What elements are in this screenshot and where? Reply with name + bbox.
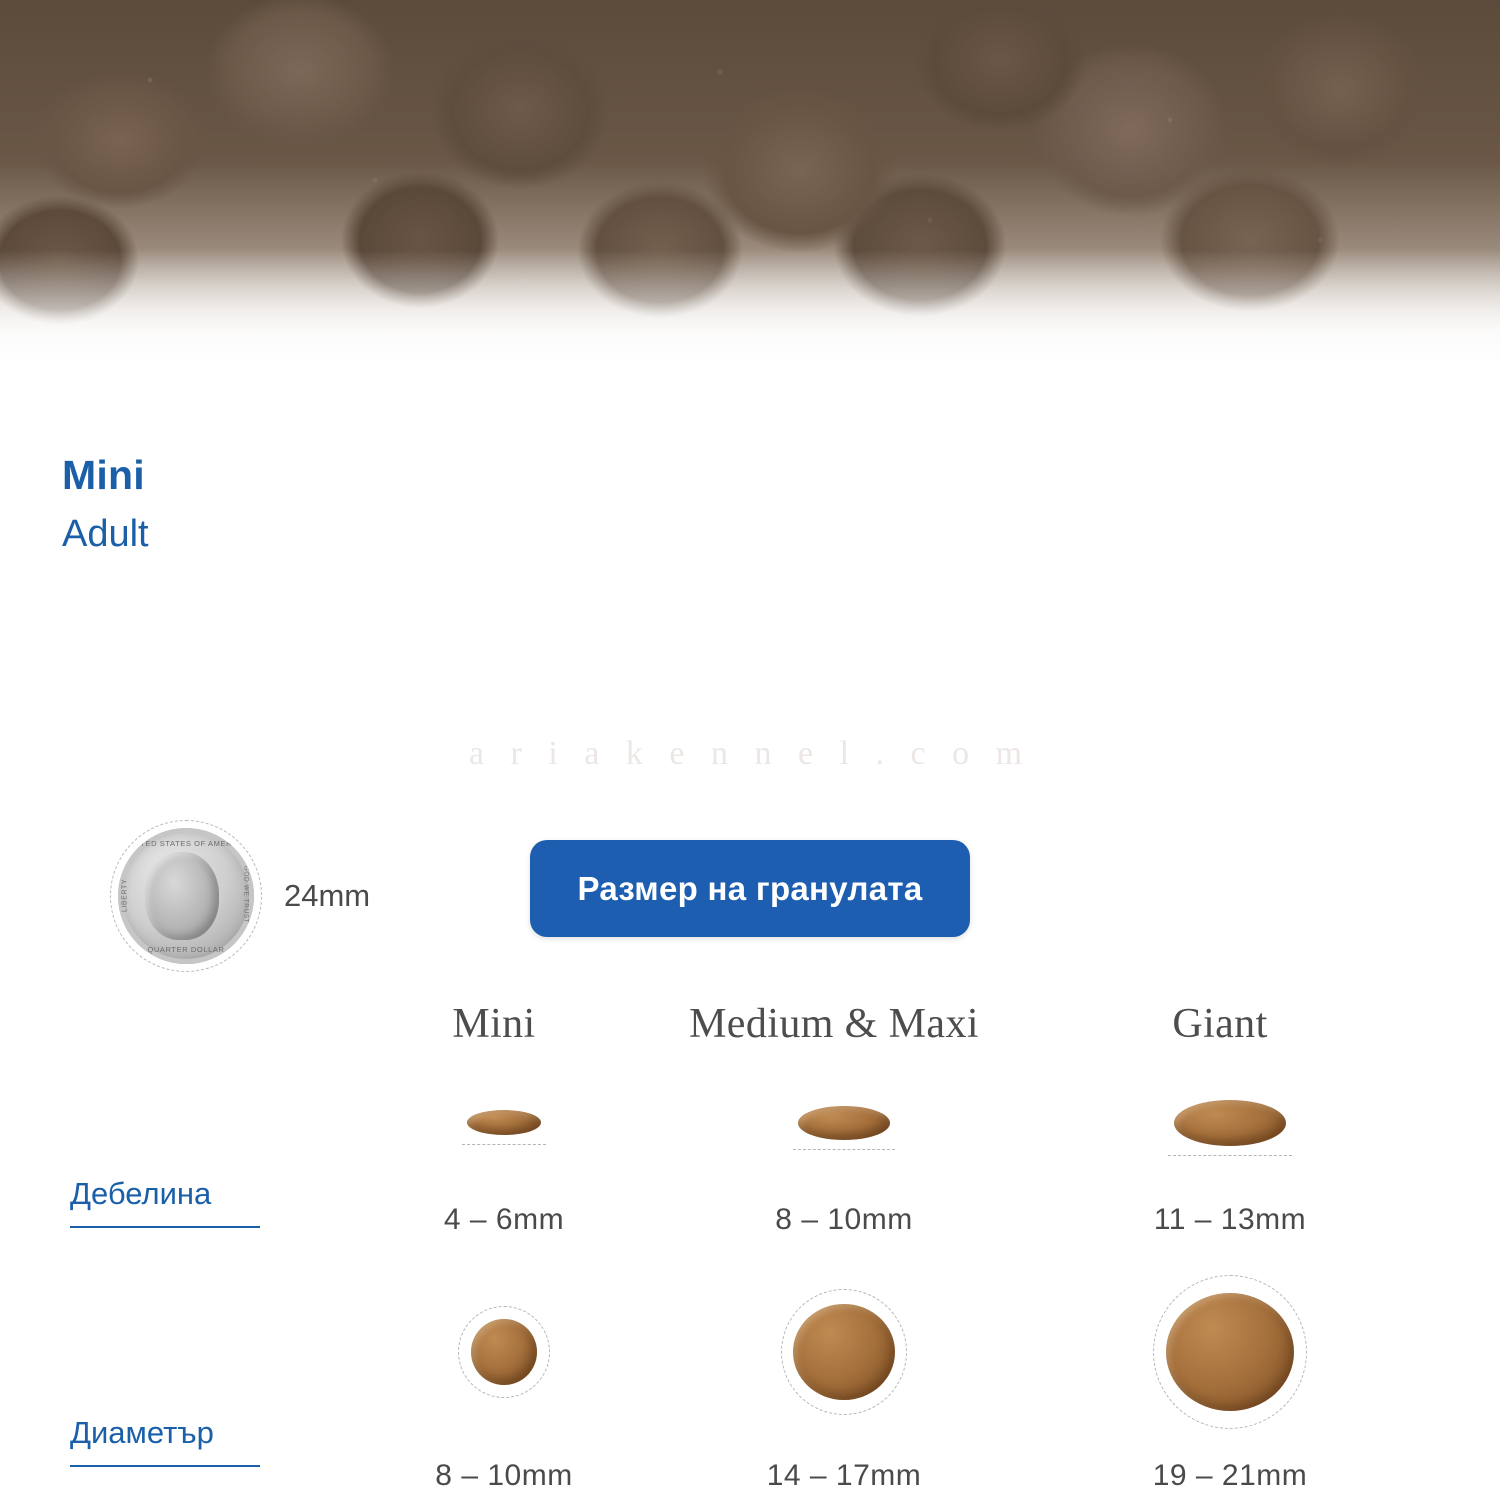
kibble-thickness-giant-graphic	[1040, 1060, 1420, 1185]
table-header-row	[60, 1000, 1440, 1060]
measure-thickness-medium-maxi: 8 – 10mm	[775, 1203, 913, 1236]
measure-diameter-medium-maxi: 14 – 17mm	[766, 1459, 922, 1492]
column-header-mini: Mini	[452, 1001, 536, 1047]
kibble-size-banner	[530, 840, 970, 937]
kibble-icon	[467, 1110, 541, 1135]
kibble-thickness-mini-graphic	[360, 1060, 648, 1185]
coin-text-right: IN GOD WE TRUST	[242, 855, 250, 924]
coin-text-top: UNITED STATES OF AMERICA	[125, 839, 247, 848]
table-row	[60, 1060, 1440, 1237]
measure-guide-circle	[781, 1289, 907, 1415]
cell-thickness-giant	[1040, 1060, 1420, 1237]
cell-thickness-medium-maxi	[648, 1060, 1040, 1237]
measure-thickness-mini: 4 – 6mm	[443, 1203, 565, 1236]
kibble-diameter-giant-graphic	[1040, 1267, 1420, 1437]
kibble-size-banner-label: Размер на гранулата	[577, 869, 923, 907]
row-label-underline	[70, 1465, 260, 1467]
product-title-block	[62, 450, 149, 560]
measure-guide-circle	[1153, 1275, 1307, 1429]
kibble-icon	[793, 1304, 895, 1400]
coin-text-left: LIBERTY	[121, 878, 129, 913]
measure-thickness-giant: 11 – 13mm	[1153, 1203, 1307, 1236]
cell-diameter-mini	[360, 1267, 648, 1493]
cell-diameter-medium-maxi	[648, 1267, 1040, 1493]
page-subtitle: Adult	[62, 513, 149, 556]
kibble-icon	[1166, 1293, 1294, 1411]
kibble-photo-banner	[0, 0, 1500, 400]
page-title: Mini	[62, 452, 145, 498]
kibble-size-table	[60, 1000, 1440, 1493]
coin-portrait	[145, 852, 219, 940]
watermark: a r i a k e n n e l . c o m	[468, 735, 1032, 772]
kibble-diameter-medium-graphic	[648, 1267, 1040, 1437]
kibble-thickness-medium-graphic	[648, 1060, 1040, 1185]
measure-guide-line	[462, 1144, 546, 1145]
measure-diameter-mini: 8 – 10mm	[435, 1459, 573, 1492]
column-header-medium-maxi: Medium & Maxi	[689, 1001, 979, 1047]
cell-thickness-mini	[360, 1060, 648, 1237]
row-label-diameter-text: Диаметър	[70, 1415, 214, 1450]
measure-diameter-giant: 19 – 21mm	[1152, 1459, 1308, 1492]
coin-size-label: 24mm	[284, 878, 371, 913]
measure-guide-line	[793, 1149, 895, 1150]
cell-diameter-giant	[1040, 1267, 1420, 1493]
kibble-icon	[798, 1106, 890, 1140]
quarter-coin-icon	[118, 828, 254, 964]
measure-guide-line	[1168, 1155, 1292, 1156]
row-label-thickness-text: Дебелина	[70, 1176, 212, 1211]
kibble-icon	[471, 1319, 537, 1385]
measure-guide-circle	[458, 1306, 550, 1398]
row-label-diameter	[60, 1267, 360, 1451]
kibble-icon	[1174, 1100, 1286, 1146]
table-row	[60, 1267, 1440, 1493]
coin-reference	[110, 820, 370, 972]
coin-text-bottom: QUARTER DOLLAR	[147, 945, 225, 954]
photo-bottom-fade	[0, 250, 1500, 400]
row-label-thickness	[60, 1060, 360, 1212]
row-label-underline	[70, 1226, 260, 1228]
coin-dashed-outline	[110, 820, 262, 972]
kibble-diameter-mini-graphic	[360, 1267, 648, 1437]
column-header-giant: Giant	[1172, 1001, 1268, 1047]
